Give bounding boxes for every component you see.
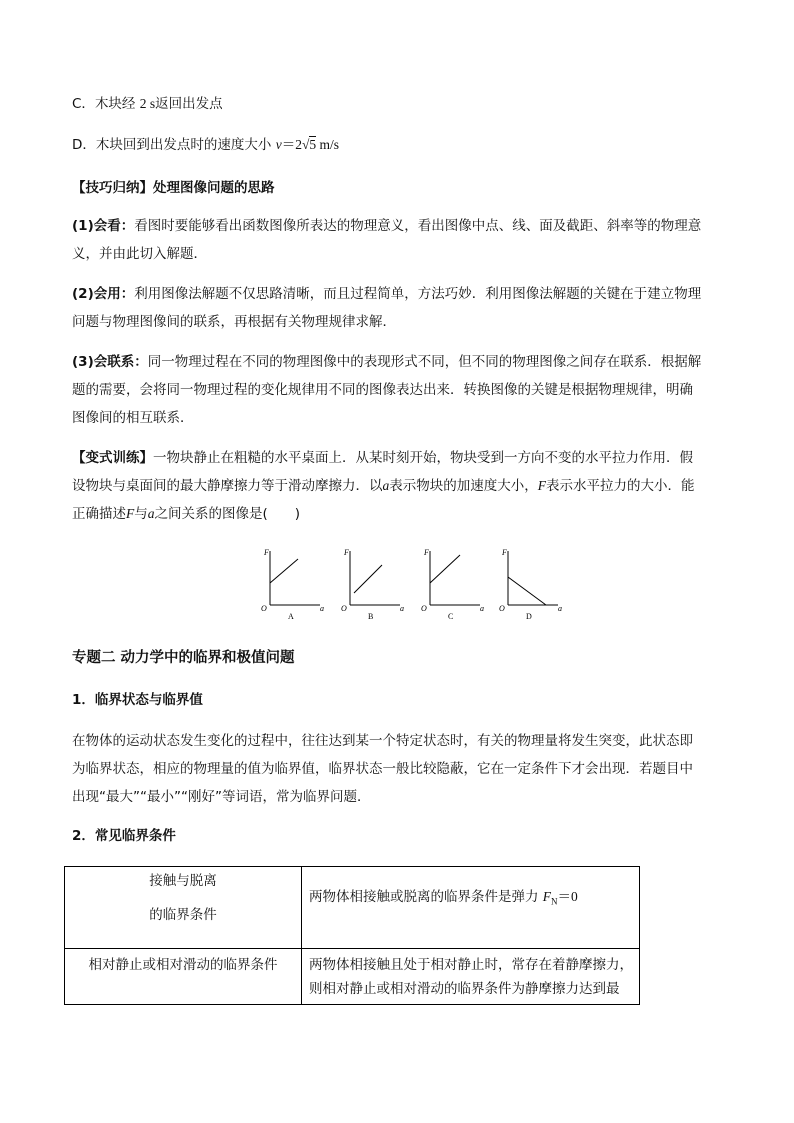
option-c-text-end: 返回出发点 — [155, 96, 223, 112]
tip-p3-lead: (3)会联系： — [72, 354, 148, 370]
graph-a-svg — [258, 543, 328, 623]
graph-d-origin: O — [499, 604, 505, 613]
practice-text2c: 表示水平拉力的大小．能 — [546, 478, 695, 494]
tip-p1-line2: 义，并由此切入解题． — [72, 246, 207, 262]
tip-p2-text1: 利用图像法解题不仅思路清晰，而且过程简单，方法巧妙．利用图像法解题的关键在于建立物理 — [134, 286, 702, 302]
practice-title: 【变式训练】 — [72, 450, 153, 466]
graph-d-y-label: F — [502, 548, 507, 557]
option-d-unit: m/s — [316, 137, 340, 152]
option-d-label: D． — [72, 137, 96, 153]
section1-line2: 为临界状态，相应的物理量的值为临界值，临界状态一般比较隐蔽，它在一定条件下才会出现．若题目中 — [72, 761, 693, 777]
section1-line3: 出现“最大”“最小”“刚好”等词语，常为临界问题． — [72, 789, 371, 805]
option-c-text: 木块经 — [94, 96, 140, 112]
practice-text2a: 设物块与桌面间的最大静摩擦力等于滑动摩擦力．以 — [72, 478, 383, 494]
contact-condition-sub: N — [551, 896, 558, 907]
graph-a-x-label: a — [320, 604, 324, 613]
graph-b-label: B — [368, 612, 374, 621]
graph-c-line — [430, 555, 460, 583]
option-c-label: C． — [72, 96, 95, 112]
practice-text3c: 之间关系的图像是( ) — [154, 506, 301, 522]
table-cell-contact-line2: 的临界条件 — [149, 907, 217, 923]
table-cell-static-line2: 则相对静止或相对滑动的临界条件为静摩擦力达到最 — [309, 981, 620, 997]
table-cell-contact-text — [309, 887, 639, 912]
option-d-text: 木块回到出发点时的速度大小 — [95, 137, 276, 153]
option-c — [72, 94, 223, 114]
graph-b-svg — [338, 543, 408, 623]
tip-p3-line2: 题的需要，会将同一物理过程的变化规律用不同的图像表达出来．转换图像的关键是根据物理规律，明确 — [72, 382, 693, 398]
graph-c-svg — [418, 543, 488, 623]
practice-line2 — [72, 476, 695, 496]
graph-a-label: A — [288, 612, 294, 621]
graph-a-line — [270, 559, 298, 583]
table-cell-static-title — [65, 949, 302, 1005]
option-d-sqrt-value: 5 — [309, 137, 317, 152]
table-cell-contact-desc — [302, 867, 640, 949]
option-d — [72, 135, 339, 155]
tip-p3-line3: 图像间的相互联系． — [72, 410, 194, 426]
option-d-variable: v — [275, 137, 282, 152]
table-cell-contact-line1: 接触与脱离 — [149, 873, 217, 889]
tip-p1-line1 — [72, 216, 701, 236]
table-cell-static-text: 相对静止或相对滑动的临界条件 — [88, 957, 278, 973]
graph-a-origin: O — [261, 604, 267, 613]
graph-b-origin: O — [341, 604, 347, 613]
tip-heading — [72, 178, 275, 198]
table-cell-static-line1: 两物体相接触且处于相对静止时，常存在着静摩擦力， — [309, 957, 633, 973]
option-d-equals: ＝2 — [281, 137, 302, 152]
graph-d — [496, 543, 566, 623]
graph-c-origin: O — [421, 604, 427, 613]
contact-condition-F: F — [542, 889, 552, 904]
graph-b-x-label: a — [400, 604, 404, 613]
tip-p1-lead: (1)会看： — [72, 218, 135, 234]
option-d-sqrt-symbol: √ — [301, 137, 310, 152]
tip-subtitle: 处理图像问题的思路 — [153, 180, 275, 196]
section1-title: 1．临界状态与临界值 — [72, 692, 203, 708]
contact-condition-value: ＝0 — [557, 889, 578, 904]
graph-b-line — [354, 565, 382, 593]
table-row — [65, 949, 640, 1005]
practice-text2b: 表示物块的加速度大小， — [389, 478, 538, 494]
option-c-time: 2 s — [139, 96, 156, 111]
topic2-title: 专题二 动力学中的临界和极值问题 — [72, 650, 295, 666]
graph-d-svg — [496, 543, 566, 623]
section2-title: 2．常见临界条件 — [72, 828, 176, 844]
graph-c-label: C — [448, 612, 454, 621]
graph-c — [418, 543, 488, 623]
graph-b-y-label: F — [344, 548, 349, 557]
answer-graphs — [258, 543, 562, 623]
practice-var-F-2: F — [126, 506, 135, 521]
contact-condition-text: 两物体相接触或脱离的临界条件是弹力 — [309, 889, 543, 905]
tip-p1-text1: 看图时要能够看出函数图像所表达的物理意义，看出图像中点、线、面及截距、斜率等的物理意 — [134, 218, 702, 234]
graph-c-y-label: F — [424, 548, 429, 557]
critical-conditions-table — [64, 866, 640, 1005]
graph-d-label: D — [526, 612, 532, 621]
graph-d-line — [508, 577, 546, 605]
practice-text1: 一物块静止在粗糙的水平桌面上．从某时刻开始，物块受到一方向不变的水平拉力作用．假 — [153, 450, 693, 466]
table-row — [65, 867, 640, 949]
practice-var-a-2: a — [147, 506, 155, 521]
practice-line3 — [72, 504, 300, 524]
practice-var-F: F — [537, 478, 546, 493]
section1-line1: 在物体的运动状态发生变化的过程中，往往达到某一个特定状态时，有关的物理量将发生突变，此状态即 — [72, 733, 693, 749]
graph-d-x-label: a — [558, 604, 562, 613]
tip-p3-line1 — [72, 352, 701, 372]
tip-p3-text1: 同一物理过程在不同的物理图像中的表现形式不同，但不同的物理图像之间存在联系．根据解 — [147, 354, 702, 370]
tip-p2-line2: 问题与物理图像间的联系，再根据有关物理规律求解． — [72, 314, 396, 330]
practice-text3a: 正确描述 — [72, 506, 126, 522]
practice-text3b: 与 — [134, 506, 148, 522]
tip-p2-lead: (2)会用： — [72, 286, 135, 302]
table-cell-static-desc — [302, 949, 640, 1005]
graph-a-y-label: F — [264, 548, 269, 557]
practice-line1 — [72, 448, 693, 468]
tip-p2-line1 — [72, 284, 701, 304]
tip-title: 【技巧归纳】 — [72, 180, 153, 196]
graph-c-x-label: a — [480, 604, 484, 613]
graph-a — [258, 543, 328, 623]
table-cell-contact-title — [65, 867, 302, 949]
practice-var-a: a — [382, 478, 390, 493]
graph-b — [338, 543, 408, 623]
